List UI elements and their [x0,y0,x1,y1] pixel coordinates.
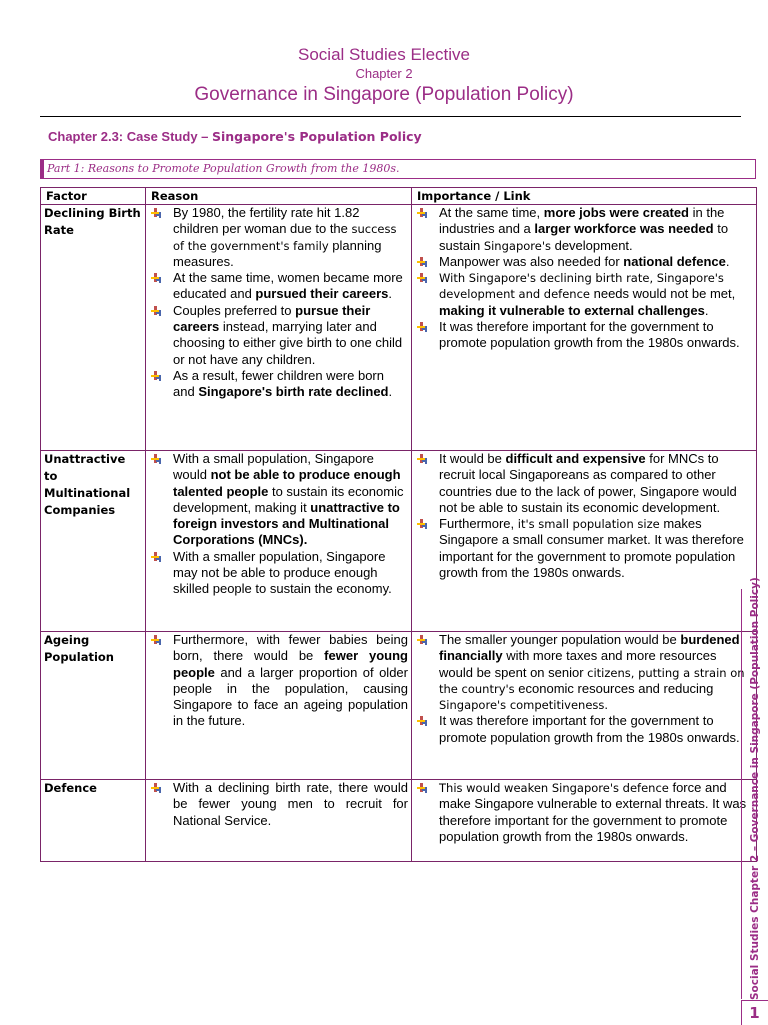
list-item [415,319,753,352]
item-text: With a declining birth rate, there would be fewer young men to recruit for National Service. [173,780,408,828]
section-heading [48,129,422,144]
emphasis-text: fewer young people [173,648,408,680]
table-row [41,451,757,632]
arrow-bullet-icon [417,273,429,284]
item-text: force and make Singapore vulnerable to external threats. It was therefore important for the government to promote population growth from the 1980s onwards. [439,780,747,844]
item-text: with more taxes and more resources would be spent on senior [439,648,717,680]
header-factor: Factor [41,188,146,205]
reason-list [149,451,408,598]
arrow-bullet-icon [151,454,163,465]
item-text: for MNCs to recruit local Singaporeans as compared to other countries due to the lack of power, Singapore would not be able to sustain its economic development. [439,451,737,515]
item-text: and a larger proportion of older people in the population, causing Singapore to face an ageing population in the future. [173,664,408,729]
arrow-bullet-icon [151,783,163,794]
header-divider [40,116,741,117]
item-text: . [388,286,392,302]
arrow-bullet-icon [417,716,429,727]
item-text: Couples preferred to [173,302,296,318]
item-text: Singapore's [483,238,551,253]
list-item [415,254,753,270]
emphasis-text: burdened financially [439,632,740,664]
importance-cell [412,632,757,780]
emphasis-text: pursued their careers [255,286,389,302]
item-text: planning measures. [173,237,382,269]
table-header-row [41,188,757,205]
table-row [41,780,757,862]
item-text: . [388,384,393,400]
reason-cell [146,632,412,780]
emphasis-text: Singapore's birth rate declined [198,384,389,400]
emphasis-text: national defence [623,253,726,269]
factor-cell: Unattractive to Multinational Companies [41,451,146,632]
item-text: success of the government's family [173,222,397,253]
item-text: With a smaller population, Singapore may not be able to produce enough skilled people to sustain the economy. [173,548,392,597]
table-row [41,632,757,780]
header-reason: Reason [146,188,412,205]
list-item [149,632,408,730]
emphasis-text: difficult and expensive [505,451,646,466]
list-item [149,780,408,829]
item-text: instead, marrying later and choosing to either give birth to one child or not have any children. [173,319,403,367]
list-item [149,303,408,368]
part-label: Part 1: Reasons to Promote Population Growth from the 1980s. [47,162,400,175]
arrow-bullet-icon [151,306,163,317]
arrow-bullet-icon [151,208,163,219]
item-text: citizens, putting a strain on the country's [439,665,745,696]
emphasis-text: making it vulnerable to external challenges [439,302,705,318]
item-text: Manpower was also needed for [439,253,624,269]
item-text: to sustain [439,221,729,253]
item-text: . [725,253,730,269]
item-text: With Singapore's declining birth rate, Singapore's development and defence [439,271,724,302]
list-item [415,632,753,713]
list-item [149,270,408,303]
emphasis-text: more jobs were created [543,205,689,220]
list-item [415,780,753,845]
item-text: This would weaken Singapore's defence [439,781,669,795]
item-text: By 1980, the fertility rate hit 1.82 children per woman due to the [173,205,360,237]
chapter-title: Governance in Singapore (Population Policy) [194,84,574,105]
item-text: Furthermore, with fewer babies being born, there would be [173,632,408,664]
population-policy-table [40,187,757,862]
item-text: in the industries and a [439,205,725,237]
importance-list [415,780,753,845]
reason-cell [146,780,412,862]
item-text: Furthermore, [439,516,518,532]
arrow-bullet-icon [151,371,163,382]
item-text: At the same time, [439,205,544,220]
list-item [149,451,408,549]
factor-cell: Defence [41,780,146,862]
emphasis-text: unattractive to foreign investors and Multinational Corporations (MNCs). [173,499,400,548]
section-heading-topic: Singapore's Population Policy [212,129,422,144]
item-text: It was therefore important for the government to promote population growth from the 1980s onwards. [439,319,740,351]
list-item [149,205,408,270]
document-header [0,44,768,108]
item-text: Singapore's competitiveness. [439,698,609,713]
factor-cell: Ageing Population [41,632,146,780]
importance-list [415,205,753,352]
header-importance: Importance / Link [412,188,757,205]
arrow-bullet-icon [417,257,429,268]
importance-cell [412,780,757,862]
item-text: It was therefore important for the government to promote population growth from the 1980s onwards. [439,713,740,745]
item-text: The smaller younger population would be [439,632,681,647]
item-text: It would be [439,451,506,466]
emphasis-text: not be able to produce enough talented people [173,467,401,499]
emphasis-text: larger workforce was needed [534,221,714,237]
list-item [415,205,753,254]
importance-cell [412,205,757,451]
item-text: it's small population size [517,517,660,532]
page-number: 1 [749,1004,760,1022]
list-item [149,549,408,598]
item-text: development. [550,237,633,253]
item-text: . [704,302,709,318]
reason-cell [146,451,412,632]
item-text: economic resources and reducing [514,680,714,696]
arrow-bullet-icon [151,273,163,284]
arrow-bullet-icon [417,322,429,333]
item-text: makes Singapore a small consumer market. It was therefore important for the government to promote population growth from the 1980s onwards. [439,516,744,581]
arrow-bullet-icon [417,635,429,646]
part-label-box [40,159,756,179]
emphasis-text: pursue their careers [173,302,371,335]
arrow-bullet-icon [151,552,163,563]
item-text: With a small population, Singapore would [173,451,374,483]
list-item [415,451,753,516]
factor-cell: Declining Birth Rate [41,205,146,451]
reason-list [149,632,408,730]
section-heading-prefix: Chapter 2.3: Case Study – [48,129,212,144]
item-text: As a result, fewer children were born and [173,367,384,400]
sidebar-chapter-label: Social Studies Chapter 2 – Governance in Singapore (Population Policy) [749,577,761,1000]
list-item [415,713,753,746]
subject-title: Social Studies Elective [298,45,470,64]
chapter-label: Chapter 2 [355,66,413,81]
importance-list [415,451,753,581]
arrow-bullet-icon [417,519,429,530]
list-item [415,270,753,319]
reason-cell [146,205,412,451]
arrow-bullet-icon [417,454,429,465]
reason-list [149,780,408,829]
table-row [41,205,757,451]
item-text: needs would not be met, [590,286,736,302]
importance-list [415,632,753,746]
arrow-bullet-icon [417,783,429,794]
reason-list [149,205,408,401]
item-text: At the same time, women became more educated and [173,270,403,302]
list-item [415,516,753,581]
item-text: to sustain its economic development, making it [173,483,404,515]
list-item [149,368,408,401]
arrow-bullet-icon [417,208,429,219]
importance-cell [412,451,757,632]
arrow-bullet-icon [151,635,163,646]
